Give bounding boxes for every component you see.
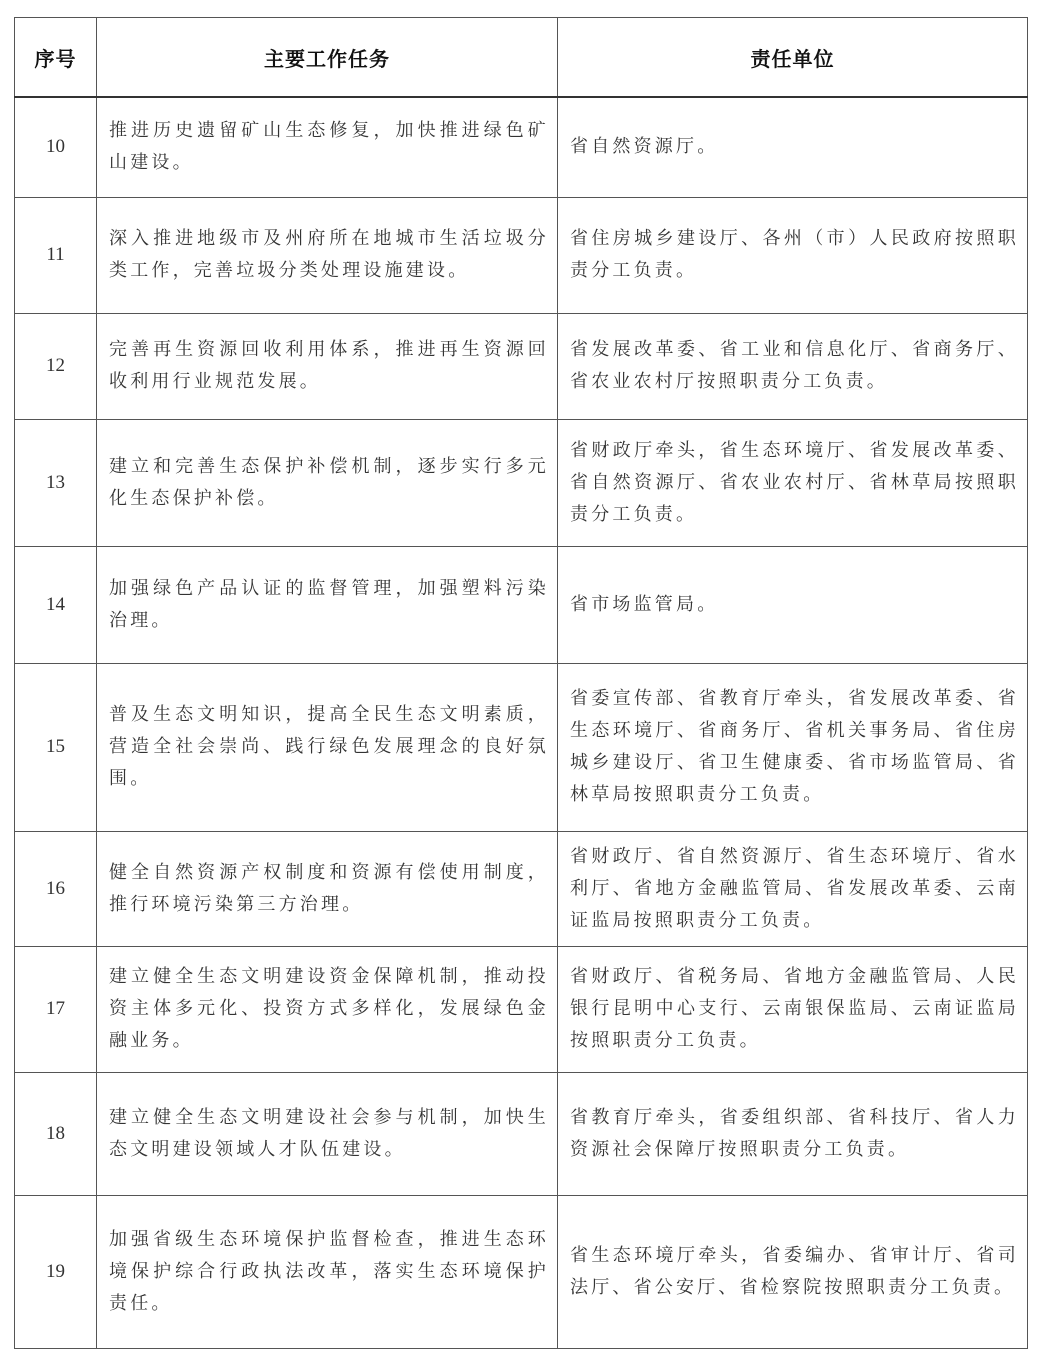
- row-task: 建立和完善生态保护补偿机制，逐步实行多元化生态保护补偿。: [97, 419, 558, 546]
- table-header: [15, 18, 1028, 98]
- row-unit: 省委宣传部、省教育厅牵头，省发展改革委、省生态环境厅、省商务厅、省机关事务局、省住房城乡建设厅、省卫生健康委、省市场监管局、省林草局按照职责分工负责。: [558, 663, 1028, 831]
- responsibility-table: [14, 17, 1028, 1349]
- row-unit: 省生态环境厅牵头，省委编办、省审计厅、省司法厅、省公安厅、省检察院按照职责分工负责。: [558, 1195, 1028, 1348]
- row-task: 推进历史遗留矿山生态修复，加快推进绿色矿山建设。: [97, 97, 558, 197]
- row-task: 普及生态文明知识，提高全民生态文明素质，营造全社会崇尚、践行绿色发展理念的良好氛围。: [97, 663, 558, 831]
- row-task: 加强绿色产品认证的监督管理，加强塑料污染治理。: [97, 546, 558, 663]
- row-task: 加强省级生态环境保护监督检查，推进生态环境保护综合行政执法改革，落实生态环境保护责任。: [97, 1195, 558, 1348]
- row-unit: 省财政厅、省税务局、省地方金融监管局、人民银行昆明中心支行、云南银保监局、云南证监局按照职责分工负责。: [558, 946, 1028, 1072]
- row-unit: 省市场监管局。: [558, 546, 1028, 663]
- row-number: 11: [15, 197, 97, 313]
- header-num: 序号: [15, 18, 97, 98]
- table-row: [15, 197, 1028, 313]
- row-number: 19: [15, 1195, 97, 1348]
- row-task: 深入推进地级市及州府所在地城市生活垃圾分类工作，完善垃圾分类处理设施建设。: [97, 197, 558, 313]
- row-task: 健全自然资源产权制度和资源有偿使用制度，推行环境污染第三方治理。: [97, 831, 558, 946]
- row-unit: 省自然资源厅。: [558, 97, 1028, 197]
- table-row: [15, 831, 1028, 946]
- row-number: 15: [15, 663, 97, 831]
- row-unit: 省发展改革委、省工业和信息化厅、省商务厅、省农业农村厅按照职责分工负责。: [558, 313, 1028, 419]
- table-row: [15, 313, 1028, 419]
- row-number: 12: [15, 313, 97, 419]
- row-unit: 省住房城乡建设厅、各州（市）人民政府按照职责分工负责。: [558, 197, 1028, 313]
- table-row: [15, 1072, 1028, 1195]
- row-task: 建立健全生态文明建设社会参与机制，加快生态文明建设领域人才队伍建设。: [97, 1072, 558, 1195]
- header-task: 主要工作任务: [97, 18, 558, 98]
- row-number: 10: [15, 97, 97, 197]
- table-row: [15, 946, 1028, 1072]
- row-number: 14: [15, 546, 97, 663]
- table-row: [15, 419, 1028, 546]
- table-row: [15, 97, 1028, 197]
- table-body: [15, 97, 1028, 1348]
- header-unit: 责任单位: [558, 18, 1028, 98]
- row-unit: 省财政厅牵头，省生态环境厅、省发展改革委、省自然资源厅、省农业农村厅、省林草局按照职责分工负责。: [558, 419, 1028, 546]
- row-unit: 省教育厅牵头，省委组织部、省科技厅、省人力资源社会保障厅按照职责分工负责。: [558, 1072, 1028, 1195]
- row-unit: 省财政厅、省自然资源厅、省生态环境厅、省水利厅、省地方金融监管局、省发展改革委、云南证监局按照职责分工负责。: [558, 831, 1028, 946]
- row-number: 16: [15, 831, 97, 946]
- row-task: 建立健全生态文明建设资金保障机制，推动投资主体多元化、投资方式多样化，发展绿色金融业务。: [97, 946, 558, 1072]
- row-number: 13: [15, 419, 97, 546]
- table-row: [15, 546, 1028, 663]
- row-task: 完善再生资源回收利用体系，推进再生资源回收利用行业规范发展。: [97, 313, 558, 419]
- row-number: 17: [15, 946, 97, 1072]
- table-row: [15, 663, 1028, 831]
- row-number: 18: [15, 1072, 97, 1195]
- header-row: [15, 18, 1028, 98]
- table-row: [15, 1195, 1028, 1348]
